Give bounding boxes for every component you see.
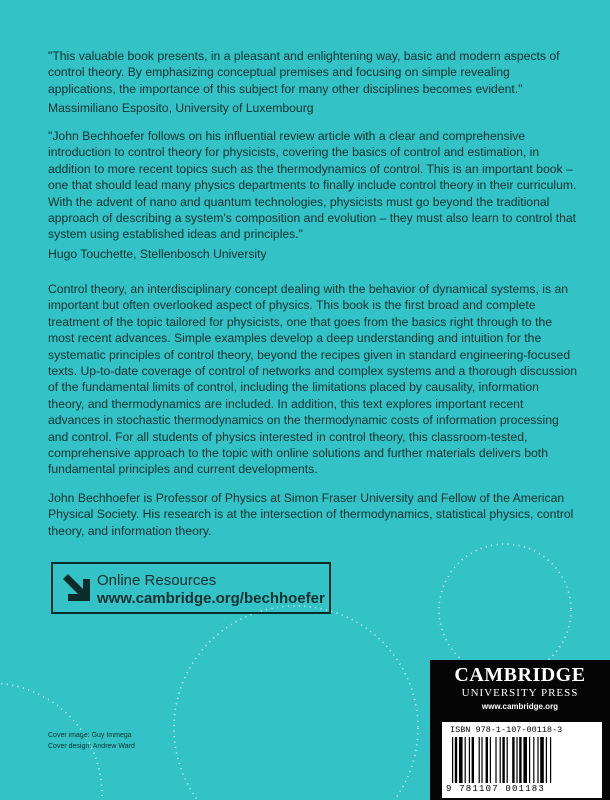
publisher-url: www.cambridge.org bbox=[481, 702, 559, 711]
quote-attribution: Massimiliano Esposito, University of Luxembourg bbox=[48, 101, 314, 116]
arrow-down-right-icon bbox=[59, 570, 95, 606]
publisher-name: CAMBRIDGE bbox=[454, 664, 586, 686]
cover-image-credit: Cover image: Guy Immega bbox=[48, 732, 132, 739]
book-description: Control theory, an interdisciplinary concept dealing with the behavior of dynamical systems, is an important but often overlooked aspect of physics. This book is the first broad and complete treatment of the topic tailored for physicists, one that goes from the basics right through to the most recent advances. Simple examples develop a deep understanding and intuition for the systematic principles of control theory, beyond the recipes given in standard engineering-focused texts. Up-to-date coverage of control of networks and complex systems and a thorough discussion of the fundamental limits of control, including the limitations placed by causality, information theory, and thermodynamics are included. In addition, this text explores important recent advances in stochastic thermodynamics on the thermodynamic costs of information processing and control. For all students of physics interested in control theory, this classroom-tested, comprehensive approach to the topic with online solutions and further materials delivers both fundamental principles and current developments. bbox=[48, 282, 578, 477]
cover-design-credit: Cover design: Andrew Ward bbox=[48, 743, 135, 750]
quote-2 bbox=[48, 128, 578, 262]
publisher-press: UNIVERSITY PRESS bbox=[461, 687, 579, 699]
isbn-label: ISBN 978-1-107-00118-3 bbox=[450, 725, 563, 735]
quote-1 bbox=[48, 48, 578, 116]
publisher-panel bbox=[430, 660, 610, 800]
barcode bbox=[442, 722, 602, 798]
quote-text: "John Bechhoefer follows on his influential review article with a clear and comprehensive introduction to control theory for physicists, covering the basics of control and estimation, in addition to more recent topics such as the thermodynamics of control. This is an important book – one that should lead many physics departments to finally include control theory in their curriculum. With the advent of nano and quantum technologies, physicists must go beyond the traditional approach of describing a system's composition and evolution – they must also learn to control that system using established ideas and principles." bbox=[48, 129, 577, 242]
quote-attribution: Hugo Touchette, Stellenbosch University bbox=[48, 246, 267, 261]
online-resources-link[interactable]: www.cambridge.org/bechhoefer bbox=[97, 590, 325, 607]
barcode-bars bbox=[450, 737, 594, 783]
online-resources-box[interactable] bbox=[51, 562, 331, 614]
quote-text: "This valuable book presents, in a pleasant and enlightening way, basic and modern aspects of control theory. By emphasizing conceptual premises and focusing on simple revealing applications, the importance of this subject for many other disciplines becomes evident." bbox=[48, 49, 560, 96]
online-resources-title: Online Resources bbox=[97, 572, 217, 589]
author-bio: John Bechhoefer is Professor of Physics at Simon Fraser University and Fellow of the American Physical Society. His research is at the intersection of thermodynamics, statistical physics, control theory, and information theory. bbox=[48, 491, 574, 538]
barcode-number: 9 781107 001183 bbox=[446, 784, 546, 794]
